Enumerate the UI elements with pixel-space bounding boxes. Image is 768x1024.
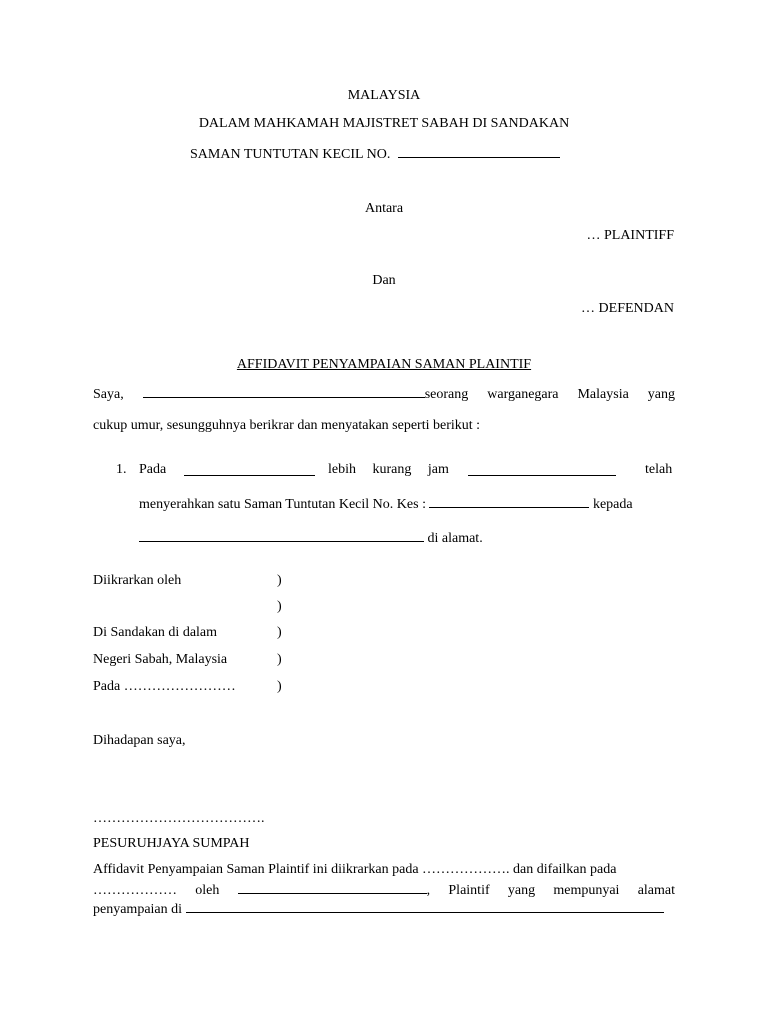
intro-seorang: seorang warganegara Malaysia yang xyxy=(424,387,676,402)
jurat-paren-2: ) xyxy=(277,599,282,614)
pesuruhjaya-sumpah: PESURUHJAYA SUMPAH xyxy=(93,836,250,851)
item1-di-alamat: di alamat. xyxy=(427,531,483,546)
footer-line-1: Affidavit Penyampaian Saman Plaintif ini diikrarkan pada ………………. dan difailkan pada xyxy=(93,862,617,877)
header-case-number xyxy=(190,144,560,164)
deponent-name-blank xyxy=(143,384,425,398)
intro-saya: Saya, xyxy=(93,387,124,402)
item1-pada: Pada xyxy=(139,462,167,477)
item1-telah: telah xyxy=(645,462,673,477)
case-number-label: SAMAN TUNTUTAN KECIL NO. xyxy=(190,147,391,162)
intro-line-1 xyxy=(93,384,675,404)
jurat-paren-5: ) xyxy=(277,679,282,694)
plaintiff-label: … PLAINTIFF xyxy=(586,228,674,243)
case-number-blank xyxy=(398,144,560,158)
dihadapan-saya: Dihadapan saya, xyxy=(93,733,186,748)
item1-case-blank xyxy=(429,494,589,508)
jurat-paren-4: ) xyxy=(277,652,282,667)
item1-time-blank xyxy=(468,462,616,476)
header-country: MALAYSIA xyxy=(347,88,421,103)
item1-line-2 xyxy=(139,494,633,514)
and-label: Dan xyxy=(372,273,396,288)
item1-number: 1. xyxy=(116,462,127,477)
item1-lebih: lebih kurang jam xyxy=(328,462,449,477)
header-court: DALAM MAHKAMAH MAJISTRET SABAH DI SANDAKAN xyxy=(198,116,570,131)
footer-line-3 xyxy=(93,899,664,919)
item1-line-3 xyxy=(139,528,483,548)
jurat-pada: Pada …………………… xyxy=(93,679,236,694)
footer-address-blank xyxy=(186,899,664,913)
signature-line: ………………………………. xyxy=(93,811,265,826)
item1-line2-text: menyerahkan satu Saman Tuntutan Kecil No. Kes : xyxy=(139,497,426,512)
document-title xyxy=(0,356,768,374)
defendant-label: … DEFENDAN xyxy=(581,301,674,316)
footer-line-2 xyxy=(93,880,675,900)
item1-kepada: kepada xyxy=(592,497,633,512)
item1-recipient-blank xyxy=(139,528,424,542)
intro-line-2: cukup umur, sesungguhnya berikrar dan menyatakan seperti berikut : xyxy=(93,418,481,433)
footer-line2-end: , Plaintif yang mempunyai alamat xyxy=(426,883,676,898)
footer-line2-dots: ……………… oleh xyxy=(93,883,220,898)
jurat-paren-3: ) xyxy=(277,625,282,640)
footer-penyampaian: penyampaian di xyxy=(93,902,183,917)
jurat-paren-1: ) xyxy=(277,573,282,588)
footer-name-blank xyxy=(238,880,427,894)
jurat-diikrarkan: Diikrarkan oleh xyxy=(93,573,182,588)
between-label: Antara xyxy=(364,201,404,216)
jurat-di-sandakan: Di Sandakan di dalam xyxy=(93,625,218,640)
item1-date-blank xyxy=(184,462,315,476)
jurat-negeri: Negeri Sabah, Malaysia xyxy=(93,652,228,667)
document-title-text: AFFIDAVIT PENYAMPAIAN SAMAN PLAINTIF xyxy=(236,357,532,372)
